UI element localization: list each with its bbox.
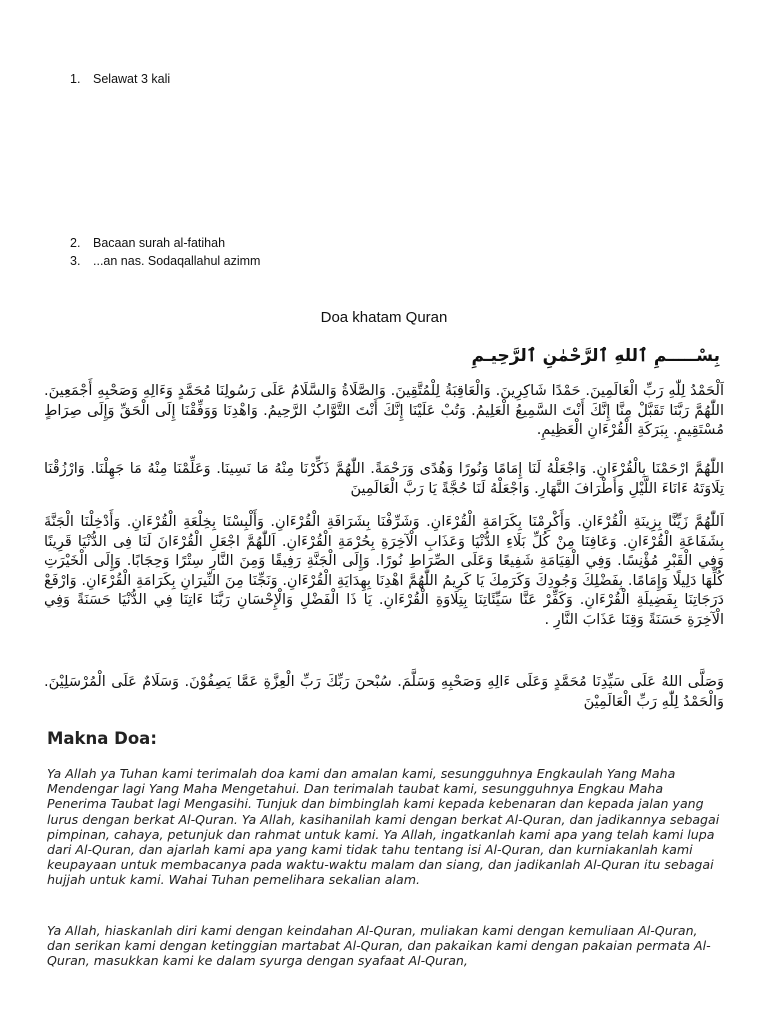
- arabic-paragraph: وَصَلَّى اللهُ عَلَى سَيِّدِنَا مُحَمَّدٍ وَعَلَى ءَالِهِ وَصَحْبِهِ وَسَلَّمَ. سُبْحنَ رَبِّكَ رَبِّ الْعِزَّةِ عَمَّا يَصِفُوْنَ. وَسَلَامٌ عَلَى الْمُرْسَلِيْنَ. وَالْحَمْدُ لِلّٰهِ رَبِّ الْعَالَمِيْنَ: [44, 674, 724, 710]
- translation-paragraph: Ya Allah ya Tuhan kami terimalah doa kami dan amalan kami, sesungguhnya Engkaulah Yang Maha Mendengar lagi Yang Maha Mengetahui. Dan terimalah taubat kami, sesungguhnya Engkau Maha Penerima Taubat lagi Mengasihi. Tunjuk dan bimbinglah kami kepada kebenaran dan kepada jalan yang lurus dengan berkat Al-Quran. Ya Allah, kasihanilah kami dengan berkat Al-Quran, dan jadikannya sebagai pimpinan, cahaya, petunjuk dan rahmat untuk kami. Ya Allah, ingatkanlah kami apa yang telah kami lupa dari Al-Quran, dan ajarlah kami apa yang kami tidak tahu tentang isi Al-Quran, dan kurniakanlah kami keupayaan untuk membacanya pada waktu-waktu malam dan siang, dan jadikanlah Al-Quran itu sebagai hujjah untuk kami. Wahai Tuhan pemelihara sekalian alam.: [47, 766, 720, 888]
- arabic-paragraph: اللّٰهُمَّ ارْحَمْنَا بِالْقُرْءَانِ. وَاجْعَلْهُ لَنَا إِمَامًا وَنُورًا وَهُدًى وَرَحْمَةً. اللّٰهُمَّ ذَكِّرْنَا مِنْهُ مَا نَسِينَا. وَعَلِّمْنَا مِنْهُ مَا جَهِلْنَا. وَارْزُقْنَا تِلَاوَتَهُ ءَانَاءَ اللَّيْلِ وَأَطْرَافَ النَّهَارِ. وَاجْعَلْهُ لَنَا حُجَّةً يَا رَبَّ الْعَالَمِينَ: [44, 461, 724, 497]
- list-item: [70, 70, 170, 88]
- numbered-list-middle: [70, 234, 260, 270]
- list-item-number: 1.: [70, 72, 81, 86]
- list-item: [70, 252, 260, 270]
- list-item-text: ...an nas. Sodaqallahul azimm: [93, 254, 261, 268]
- list-item-number: 3.: [70, 254, 81, 268]
- arabic-paragraph: اَلْحَمْدُ لِلّٰهِ رَبِّ الْعَالَمِينَ. حَمْدًا شَاكِرِينَ. وَالْعَاقِبَةُ لِلْمُتَّقِينَ. وَالصَّلَاةُ وَالسَّلَامُ عَلَى رَسُولِنَا مُحَمَّدٍ وَءَالِهِ وَصَحْبِهِ أَجْمَعِينَ. اللّٰهُمَّ رَبَّنَا تَقَبَّلْ مِنَّا إِنَّكَ أَنْتَ السَّمِيعُ الْعَلِيمُ. وَتُبْ عَلَيْنَا إِنَّكَ أَنْتَ التَّوَّابُ الرَّحِيمُ. وَاهْدِنَا وَوَفِّقْنَا إِلَى الْحَقِّ وَإِلَى صِرَاطٍ مُسْتَقِيمٍ. بِبَرَكَةِ الْقُرْءَانِ الْعَظِيمِ.: [44, 383, 724, 438]
- section-heading: Makna Doa:: [47, 729, 157, 748]
- translation-paragraph: Ya Allah, hiaskanlah diri kami dengan keindahan Al-Quran, muliakan kami dengan kemuliaan Al-Quran, dan serikan kami dengan ketinggian martabat Al-Quran, dan pakaikan kami dengan pakaian permata Al-Quran, masukkan kami ke dalam syurga dengan syafaat Al-Quran,: [47, 923, 711, 969]
- numbered-list-top: [70, 70, 170, 88]
- list-item-text: Bacaan surah al-fatihah: [93, 236, 226, 250]
- list-item-number: 2.: [70, 236, 81, 250]
- list-item: [70, 234, 260, 252]
- arabic-paragraph: اَللّٰهُمَّ زَيِّنَّا بِزِينَةِ الْقُرْءَانِ. وَأَكْرِمْنَا بِكَرَامَةِ الْقُرْءَانِ. وَشَرِّفْنَا بِشَرَافَةِ الْقُرْءَانِ. وَأَلْبِسْنَا بِخِلْعَةِ الْقُرْءَانِ. وَأَدْخِلْنَا الْجَنَّةَ بِشَفَاعَةِ الْقُرْءَانِ. وَعَافِنَا مِنْ كُلِّ بَلَاءِ الدُّنْيَا وَعَذَابِ الْآخِرَةِ بِحُرْمَةِ الْقُرْءَانِ. اَللّٰهُمَّ اجْعَلِ الْقُرْءَانَ لَنَا فِى الدُّنْيَا قَرِينًا وَفِي الْقَبْرِ مُؤْنِسًا. وَفِي الْقِيَامَةِ شَفِيعًا وَعَلَى الصِّرَاطِ نُورًا. وَإِلَى الْجَنَّةِ رَفِيقًا وَمِنَ النَّارِ سِتْرًا وَحِجَابًا. وَإِلَى الْخَيْرَتِ كُلِّهَا دَلِيلًا وَإِمَامًا. بِفَضْلِكَ وَجُودِكَ وَكَرَمِكَ يَا كَرِيمُ اللّٰهُمَّ اهْدِنَا بِهِدَايَةِ الْقُرْءَانِ. وَنَجِّنَا مِنَ النِّيرَانِ بِكَرَامَةِ الْقُرْءَانِ. وَارْفَعْ دَرَجَاتِنَا بِفَضِيلَةِ الْقُرْءَانِ. وَكَفِّرْ عَنَّا سَيِّئَاتِنَا بِتِلَاوَةِ الْقُرْءَانِ. يَا ذَا الْفَضْلِ وَالْإِحْسَانِ رَبَّنَا ءَاتِنَا فِي الدُّنْيَا حَسَنَةً وَفِي الْآخِرَةِ حَسَنَةً وَقِنَا عَذَابَ النَّارِ .: [44, 514, 724, 628]
- page-title: Doa khatam Quran: [320, 309, 448, 326]
- bismillah-heading: بِسْـــــمِ ٱللهِ ٱلرَّحْمٰنِ ٱلرَّحِيـمِ: [471, 346, 720, 366]
- list-item-text: Selawat 3 kali: [93, 72, 171, 86]
